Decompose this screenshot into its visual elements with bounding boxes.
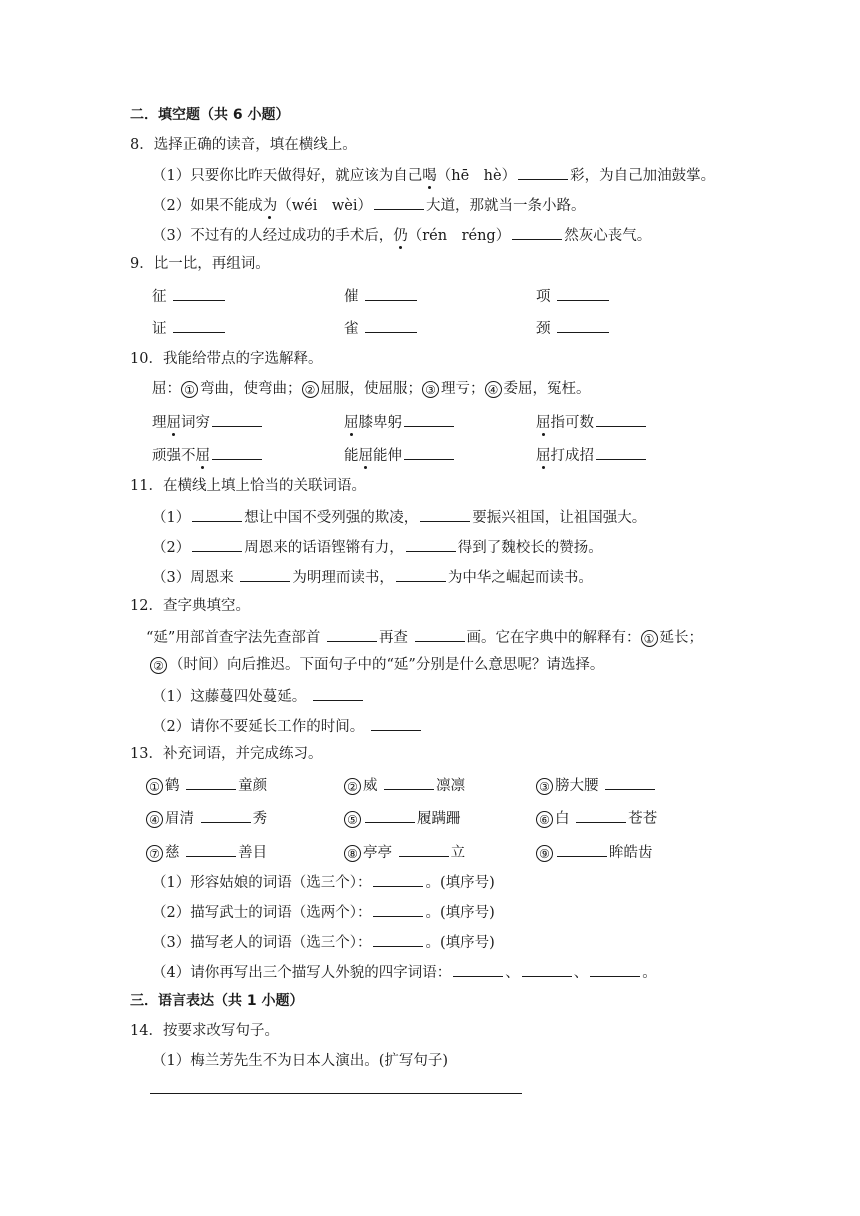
q10-word: 屈打成招 — [536, 445, 648, 465]
q8-stem: 8．选择正确的读音，填在横线上。 — [130, 137, 357, 153]
q8-item-3: （3）不过有的人经过成功的手术后，仍（rén réng） 然灰心丧气。 — [152, 225, 651, 245]
q13-word: ① 鹤 童颜 — [146, 775, 267, 795]
blank[interactable] — [415, 627, 465, 642]
blank[interactable] — [384, 775, 434, 790]
q9-word: 颈 — [536, 318, 611, 338]
q13-stem: 13．补充词语，并完成练习。 — [130, 746, 323, 762]
q13-sub-1: （1）形容姑娘的词语（选三个）： 。(填序号) — [152, 872, 495, 892]
q13-word: ④ 眉清 秀 — [146, 808, 267, 828]
q13-word: ⑨ 眸皓齿 — [536, 842, 653, 862]
q11-item-2: （2） 周恩来的话语铿锵有力， 得到了魏校长的赞扬。 — [152, 537, 603, 557]
blank[interactable] — [396, 567, 446, 582]
q14-item-1: （1）梅兰芳先生不为日本人演出。(扩写句子) — [152, 1053, 449, 1069]
blank[interactable] — [596, 445, 646, 460]
blank[interactable] — [173, 318, 225, 333]
blank[interactable] — [512, 225, 562, 240]
section-2-title: 二．填空题（共 6 小题） — [130, 107, 290, 123]
blank[interactable] — [365, 318, 417, 333]
q10-definitions: 屈： ① 弯曲，使弯曲； ② 屈服，使屈服； ③ 理亏； ④ 委屈，冤枉。 — [152, 381, 591, 397]
blank[interactable] — [576, 808, 626, 823]
q12-line-1: “延”用部首查字法先查部首 再查 画。它在字典中的解释有： ① 延长； — [146, 627, 703, 647]
blank[interactable] — [186, 775, 236, 790]
blank[interactable] — [192, 507, 242, 522]
q13-word: ⑦ 慈 善目 — [146, 842, 267, 862]
q13-sub-4: （4）请你再写出三个描写人外貌的四字词语： 、 、 。 — [152, 962, 657, 982]
blank[interactable] — [371, 716, 421, 731]
blank[interactable] — [522, 962, 572, 977]
q12-item-2: （2）请你不要延长工作的时间。 — [152, 716, 423, 736]
blank[interactable] — [327, 627, 377, 642]
blank[interactable] — [212, 412, 262, 427]
q9-word: 催 — [344, 286, 419, 306]
q9-word: 雀 — [344, 318, 419, 338]
q13-sub-3: （3）描写老人的词语（选三个）： 。(填序号) — [152, 932, 495, 952]
blank[interactable] — [173, 286, 225, 301]
blank[interactable] — [212, 445, 262, 460]
q9-stem: 9．比一比，再组词。 — [130, 256, 270, 272]
q14-stem: 14．按要求改写句子。 — [130, 1023, 279, 1039]
q11-item-1: （1） 想让中国不受列强的欺凌， 要振兴祖国，让祖国强大。 — [152, 507, 646, 527]
q13-word: ③ 膀大腰 — [536, 775, 657, 795]
q13-word: ⑥ 白 苍苍 — [536, 808, 657, 828]
q12-line-2: ② （时间）向后推迟。下面句子中的“延”分别是什么意思呢？请选择。 — [150, 656, 604, 674]
q10-word: 能屈能伸 — [344, 445, 456, 465]
section-3-title: 三．语言表达（共 1 小题） — [130, 993, 304, 1009]
q10-stem: 10．我能给带点的字选解释。 — [130, 351, 323, 367]
blank[interactable] — [186, 842, 236, 857]
q8-item-1: （1）只要你比昨天做得好，就应该为自己喝（hē hè） 彩，为自己加油鼓掌。 — [152, 165, 715, 185]
blank[interactable] — [557, 842, 607, 857]
blank[interactable] — [404, 412, 454, 427]
blank[interactable] — [313, 686, 363, 701]
blank[interactable] — [192, 537, 242, 552]
blank[interactable] — [453, 962, 503, 977]
blank[interactable] — [374, 195, 424, 210]
q13-sub-2: （2）描写武士的词语（选两个）： 。(填序号) — [152, 902, 495, 922]
blank[interactable] — [399, 842, 449, 857]
q9-word: 证 — [152, 318, 227, 338]
blank[interactable] — [557, 318, 609, 333]
blank[interactable] — [518, 165, 568, 180]
answer-line[interactable] — [150, 1093, 522, 1094]
q11-stem: 11．在横线上填上恰当的关联词语。 — [130, 478, 366, 494]
q9-word: 项 — [536, 286, 611, 306]
q9-word: 征 — [152, 286, 227, 306]
q10-word: 屈膝卑躬 — [344, 412, 456, 432]
blank[interactable] — [373, 932, 423, 947]
q11-item-3: （3）周恩来 为明理而读书， 为中华之崛起而读书。 — [152, 567, 593, 587]
blank[interactable] — [365, 808, 415, 823]
q12-stem: 12．查字典填空。 — [130, 598, 250, 614]
blank[interactable] — [557, 286, 609, 301]
q13-word: ② 威 凛凛 — [344, 775, 465, 795]
blank[interactable] — [365, 286, 417, 301]
blank[interactable] — [605, 775, 655, 790]
q13-word: ⑤ 履蹒跚 — [344, 808, 461, 828]
blank[interactable] — [420, 507, 470, 522]
blank[interactable] — [404, 445, 454, 460]
blank[interactable] — [201, 808, 251, 823]
q10-word: 顽强不屈 — [152, 445, 264, 465]
q10-word: 理屈词穷 — [152, 412, 264, 432]
blank[interactable] — [596, 412, 646, 427]
blank[interactable] — [406, 537, 456, 552]
q10-word: 屈指可数 — [536, 412, 648, 432]
blank[interactable] — [240, 567, 290, 582]
blank[interactable] — [590, 962, 640, 977]
q8-item-2: （2）如果不能成为（wéi wèi） 大道，那就当一条小路。 — [152, 195, 586, 215]
blank[interactable] — [373, 872, 423, 887]
q13-word: ⑧ 亭亭 立 — [344, 842, 465, 862]
blank[interactable] — [373, 902, 423, 917]
q12-item-1: （1）这藤蔓四处蔓延。 — [152, 686, 365, 706]
